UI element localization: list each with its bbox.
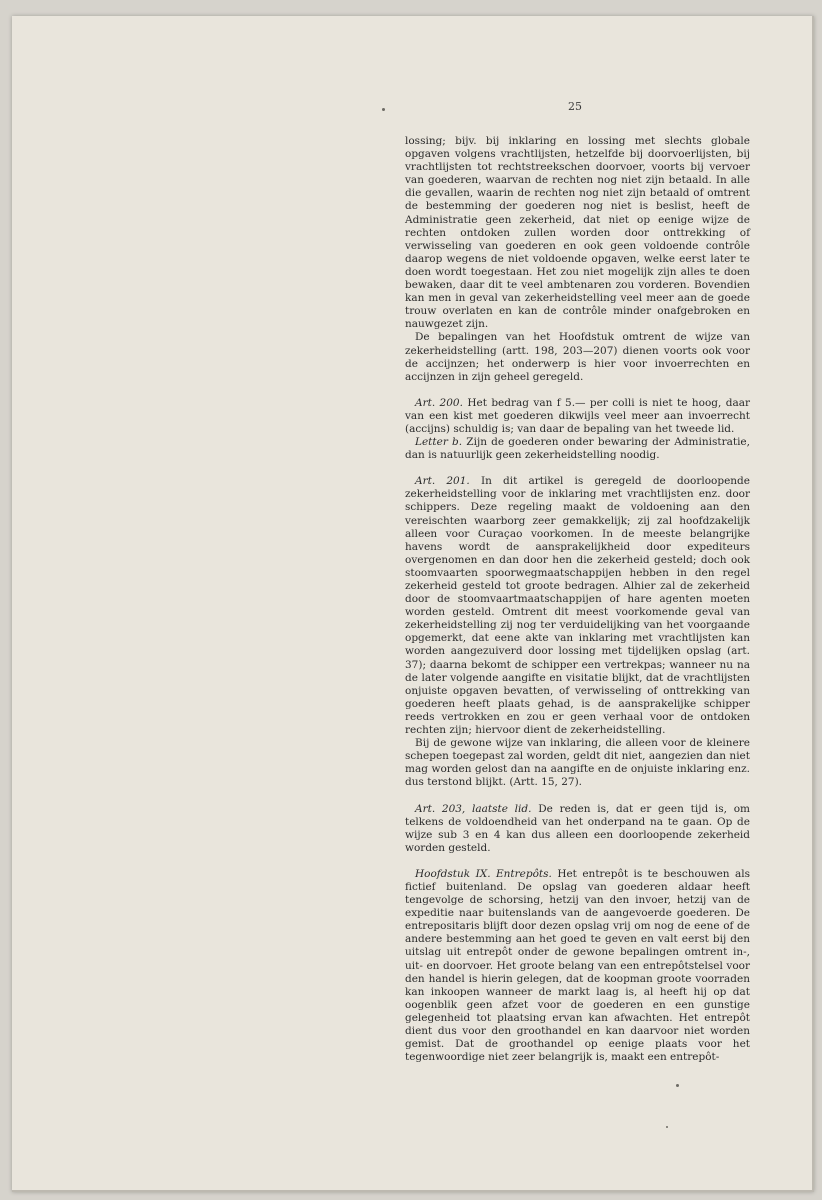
paragraph (405, 135, 750, 331)
paragraph (405, 397, 750, 436)
chapter-label: Hoofdstuk IX. Entrepôts. (415, 867, 552, 880)
paper-speck (382, 108, 385, 111)
paragraph-text: lossing; bijv. bij inklaring en lossing met slechts globale opgaven volgens vrachtlijsten, hetzelfde bij doorvoerlijsten, bij vrachtlijsten tot rechtstreekschen doorvoer, voorts bij vervoer van goederen, waarvan de rechten nog niet zijn betaald. In alle die gevallen, waarin de rechten nog niet zijn betaald of omtrent de bestemming der goederen nog niet is beslist, heeft de Administratie geen zekerheid, dat niet op eenige wijze de rechten ontdoken zullen worden door onttrekking of verwisseling van goederen en ook geen voldoende contrôle daarop wegens de niet voldoende opgaven, welke eerst later te doen wordt toegestaan. Het zou niet mogelijk zijn alles te doen bewaken, daar dit te veel ambtenaren zou vorderen. Bovendien kan men in geval van zekerheidstelling veel meer aan de goede trouw overlaten en kan de contrôle minder onafgebroken en nauwgezet zijn. (405, 135, 750, 331)
paragraph-text: In dit artikel is geregeld de doorloopende zekerheidstelling voor de inklaring met vrachtlijsten enz. door schippers. Deze regeling maakt de voldoening aan den vereischten waarborg zeer gemakkelijk; zij zal hoofdzakelijk alleen voor Curaçao voorkomen. In de meeste belangrijke havens wordt de aansprakelijkheid door expediteurs overgenomen en dan door hen die zekerheid gesteld; doch ook stoomvaarten spoorwegmaatschappijen hebben in den regel zekerheid gesteld tot groote bedragen. Alhier zal de zekerheid door de stoomvaartmaatschappijen of hare agenten moeten worden gesteld. Omtrent dit meest voorkomende geval van zekerheidstelling zij nog ter verduidelijking van het voorgaande opgemerkt, dat eene akte van inklaring met vrachtlijsten kan worden aangezuiverd door lossing met tijdelijken opslag (art. 37); daarna bekomt de schipper een vertrekpas; wanneer nu na de later volgende aangifte en visitatie blijkt, dat de vrachtlijsten onjuiste opgaven bevatten, of verwisseling of onttrekking van goederen heeft plaats gehad, is de aansprakelijke schipper reeds vertrokken en zou er geen verhaal voor de ontdoken rechten zijn; hiervoor dient de zekerheidstelling. (405, 475, 750, 737)
article-label: Art. 200. (415, 396, 463, 409)
paper-speck (676, 1084, 679, 1087)
article-label: Letter b. (415, 436, 463, 449)
paragraph (405, 868, 750, 1064)
paragraph (405, 331, 750, 383)
paragraph-text: Het bedrag van f 5.— per colli is niet te hoog, daar van een kist met goederen dikwijls veel meer aan invoerrecht (accijns) schuldig is; van daar de bepaling van het tweede lid. (405, 396, 750, 435)
article-label: Art. 201. (415, 475, 470, 488)
paragraph-text: De bepalingen van het Hoofdstuk omtrent de wijze van zekerheidstelling (artt. 198, 203—207) dienen voorts ook voor de accijnzen; het onderwerp is hier voor invoerrechten en accijnzen in zijn geheel geregeld. (405, 331, 750, 383)
body-text (405, 135, 750, 1064)
paper-speck (666, 1126, 668, 1128)
paragraph (405, 803, 750, 855)
paragraph-text: De reden is, dat er geen tijd is, om telkens de voldoendheid van het onderpand na te gaan. Op de wijze sub 3 en 4 kan dus alleen een doorloopende zekerheid worden gesteld. (405, 802, 751, 854)
article-label: Art. 203, laatste lid. (415, 802, 532, 815)
paragraph (405, 436, 750, 462)
paragraph (405, 475, 750, 737)
paragraph (405, 737, 750, 789)
paragraph-text: Bij de gewone wijze van inklaring, die alleen voor de kleinere schepen toegepast zal worden, geldt dit niet, aangezien dan niet mag worden gelost dan na aangifte en de onjuiste inklaring enz. dus terstond blijkt. (Artt. 15, 27). (405, 737, 750, 789)
paragraph-text: Zijn de goederen onder bewaring der Administratie, dan is natuurlijk geen zekerheidstelling noodig. (405, 436, 750, 462)
paragraph-text: Het entrepôt is te beschouwen als fictief buitenland. De opslag van goederen aldaar heeft tengevolge de schorsing, hetzij van den invoer, hetzij van de expeditie naar buitenslands van de aangevoerde goederen. De entrepositaris blijft door dezen opslag vrij om nog de eene of de andere bestemming aan het goed te geven en valt eerst bij den uitslag uit entrepôt onder de gewone bepalingen omtrent in-, uit- en doorvoer. Het groote belang van een entrepôtstelsel voor den handel is hierin gelegen, dat de koopman groote voorraden kan inkoopen wanneer de markt laag is, al heeft hij op dat oogenblik geen afzet voor de goederen en een gunstige gelegenheid tot plaatsing ervan kan afwachten. Het entrepôt dient dus voor den groothandel en kan daarvoor niet worden gemist. Dat de groothandel op eenige plaats voor het tegenwoordige niet zeer belangrijk is, maakt een entrepôt- (405, 867, 751, 1064)
page-number: 25 (568, 100, 582, 113)
